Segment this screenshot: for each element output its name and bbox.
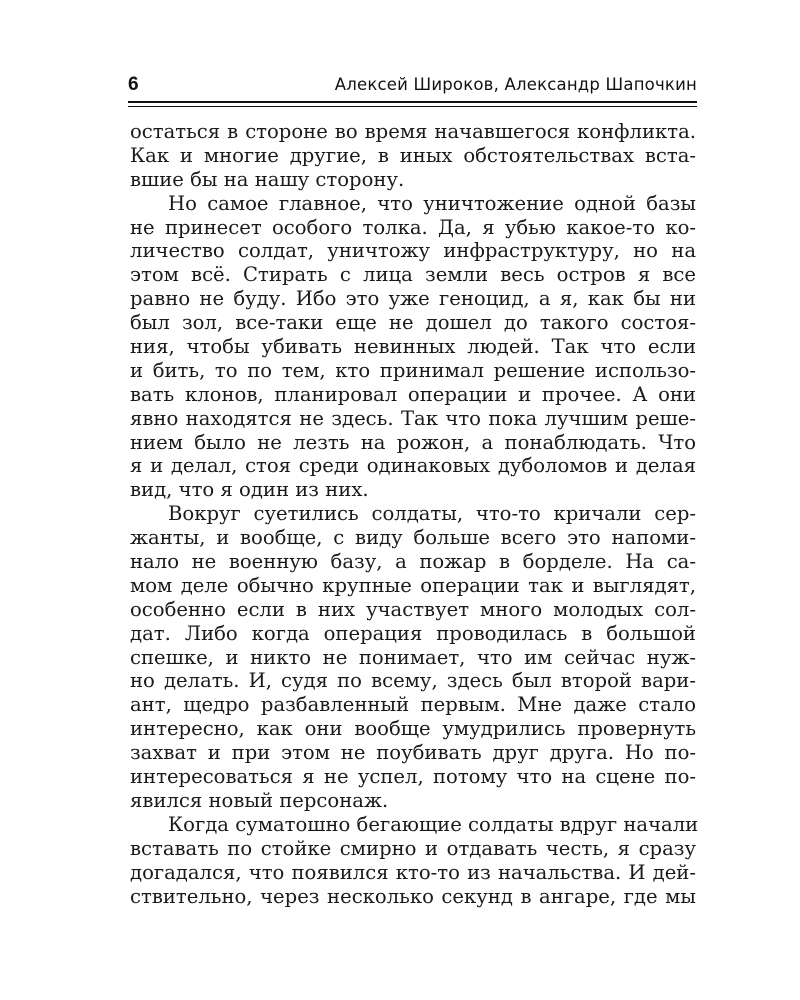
text-line: личество солдат, уничтожу инфраструктуру, но на <box>130 239 696 263</box>
text-line: спешке, и никто не понимает, что им сейчас нуж- <box>130 645 696 669</box>
text-line: вставать по стойке смирно и отдавать честь, я сразу <box>130 836 696 860</box>
running-head <box>128 68 697 104</box>
text-line: вшие бы на нашу сторону. <box>130 167 405 191</box>
body-text <box>130 120 699 908</box>
text-line: я и делал, стоя среди одинаковых дуболомов и делая <box>130 454 696 478</box>
header-rule-thin <box>128 106 697 107</box>
page-number: 6 <box>128 74 139 95</box>
text-line: этом всё. Стирать с лица земли весь остров я все <box>130 263 696 287</box>
text-line: дат. Либо когда операция проводилась в большой <box>130 621 696 645</box>
text-line: вать клонов, планировал операции и прочее. А они <box>130 382 696 406</box>
running-head-title: Алексей Широков, Александр Шапочкин <box>334 75 697 94</box>
text-line: и бить, то по тем, кто принимал решение использо- <box>130 358 696 382</box>
text-line: явился новый персонаж. <box>130 788 389 812</box>
text-line: Как и многие другие, в иных обстоятельствах вста- <box>130 143 696 167</box>
text-line: не принесет особого толка. Да, я убью какое-то ко- <box>130 215 696 239</box>
text-line: нием было не лезть на рожон, а понаблюдать. Что <box>130 430 696 454</box>
text-line: Вокруг суетились солдаты, что-то кричали сер- <box>168 502 696 526</box>
text-line: равно не буду. Ибо это уже геноцид, а я, как бы ни <box>130 287 696 311</box>
text-line: догадался, что появился кто-то из начальства. И дей- <box>130 860 696 884</box>
text-line: особенно если в них участвует много молодых сол- <box>130 597 696 621</box>
text-line: жанты, и вообще, с виду больше всего это напоми- <box>130 526 696 550</box>
text-line: но делать. И, судя по всему, здесь был второй вари- <box>130 669 696 693</box>
text-line: нало не военную базу, а пожар в борделе. На са- <box>130 550 696 574</box>
text-line: Когда суматошно бегающие солдаты вдруг начали <box>168 812 699 836</box>
text-line: Но самое главное, что уничтожение одной базы <box>168 191 696 215</box>
header-rule-thick <box>128 101 697 103</box>
text-line: интересоваться я не успел, потому что на сцене по- <box>130 765 696 789</box>
text-line: ант, щедро разбавленный первым. Мне даже стало <box>130 693 696 717</box>
text-line: остаться в стороне во время начавшегося конфликта. <box>130 120 696 143</box>
text-line: ствительно, через несколько секунд в ангаре, где мы <box>130 884 696 908</box>
text-line: мом деле обычно крупные операции так и выглядят, <box>130 573 696 597</box>
text-line: захват и при этом не поубивать друг друга. Но по- <box>130 741 696 765</box>
text-line: явно находятся не здесь. Так что пока лучшим реше- <box>130 406 696 430</box>
text-line: вид, что я один из них. <box>130 478 369 502</box>
text-line: был зол, все-таки еще не дошел до такого состоя- <box>130 311 696 335</box>
text-line: интересно, как они вообще умудрились провернуть <box>130 717 696 741</box>
text-line: ния, чтобы убивать невинных людей. Так что если <box>130 335 696 359</box>
